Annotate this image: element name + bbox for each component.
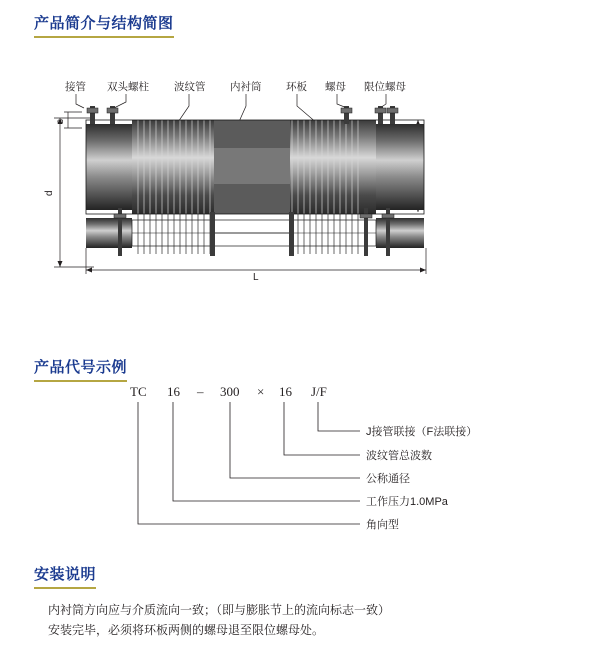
code-part-5: 16 xyxy=(279,384,292,399)
product-code-diagram xyxy=(34,378,564,543)
callout-label-2: 波纹管 xyxy=(174,81,206,93)
callout-label-6: 限位螺母 xyxy=(364,81,406,93)
install-note-line-2: 安装完毕，必须将环板两侧的螺母退至限位螺母处。 xyxy=(48,623,325,637)
section-title-underline xyxy=(34,36,174,38)
code-part-4: × xyxy=(257,384,265,399)
code-part-2: – xyxy=(197,384,204,399)
section-title-install xyxy=(34,563,96,584)
section-title-underline xyxy=(34,587,96,589)
top-view-assembly xyxy=(86,106,424,214)
section-title-product-code xyxy=(34,356,127,377)
code-desc-4: 角向型 xyxy=(366,519,399,531)
section-title-text: 安装说明 xyxy=(34,566,97,583)
callout-label-0: 接管 xyxy=(65,81,86,93)
code-part-1: 16 xyxy=(167,384,180,399)
code-desc-0: J接管联接（F法联接） xyxy=(366,426,478,438)
dimension-label-d: d xyxy=(44,190,55,196)
install-notes xyxy=(48,600,548,640)
code-part-3: 300 xyxy=(220,384,240,399)
section-title-text: 产品代号示例 xyxy=(34,359,128,376)
callout-label-5: 螺母 xyxy=(325,81,346,93)
bottom-view-assembly xyxy=(86,208,424,256)
callout-label-3: 内衬筒 xyxy=(230,81,262,93)
install-note-line-1: 内衬筒方向应与介质流向一致；（即与膨胀节上的流向标志一致） xyxy=(48,603,391,617)
code-leader-lines xyxy=(138,402,360,524)
top-left-studs xyxy=(87,106,118,124)
dimension-label-s: s xyxy=(55,119,66,124)
structure-diagram xyxy=(34,62,564,287)
section-title-product-intro xyxy=(34,12,174,33)
section-title-text: 产品简介与结构简图 xyxy=(34,15,174,32)
callout-label-4: 环板 xyxy=(286,81,307,93)
code-part-0: TC xyxy=(130,384,147,399)
code-desc-3: 工作压力1.0MPa xyxy=(366,496,448,508)
code-part-6: J/F xyxy=(311,384,327,399)
callout-label-1: 双头螺柱 xyxy=(107,81,149,93)
dimension-label-L: L xyxy=(253,272,259,283)
code-desc-2: 公称通径 xyxy=(366,473,410,485)
code-desc-1: 波纹管总波数 xyxy=(366,450,432,462)
